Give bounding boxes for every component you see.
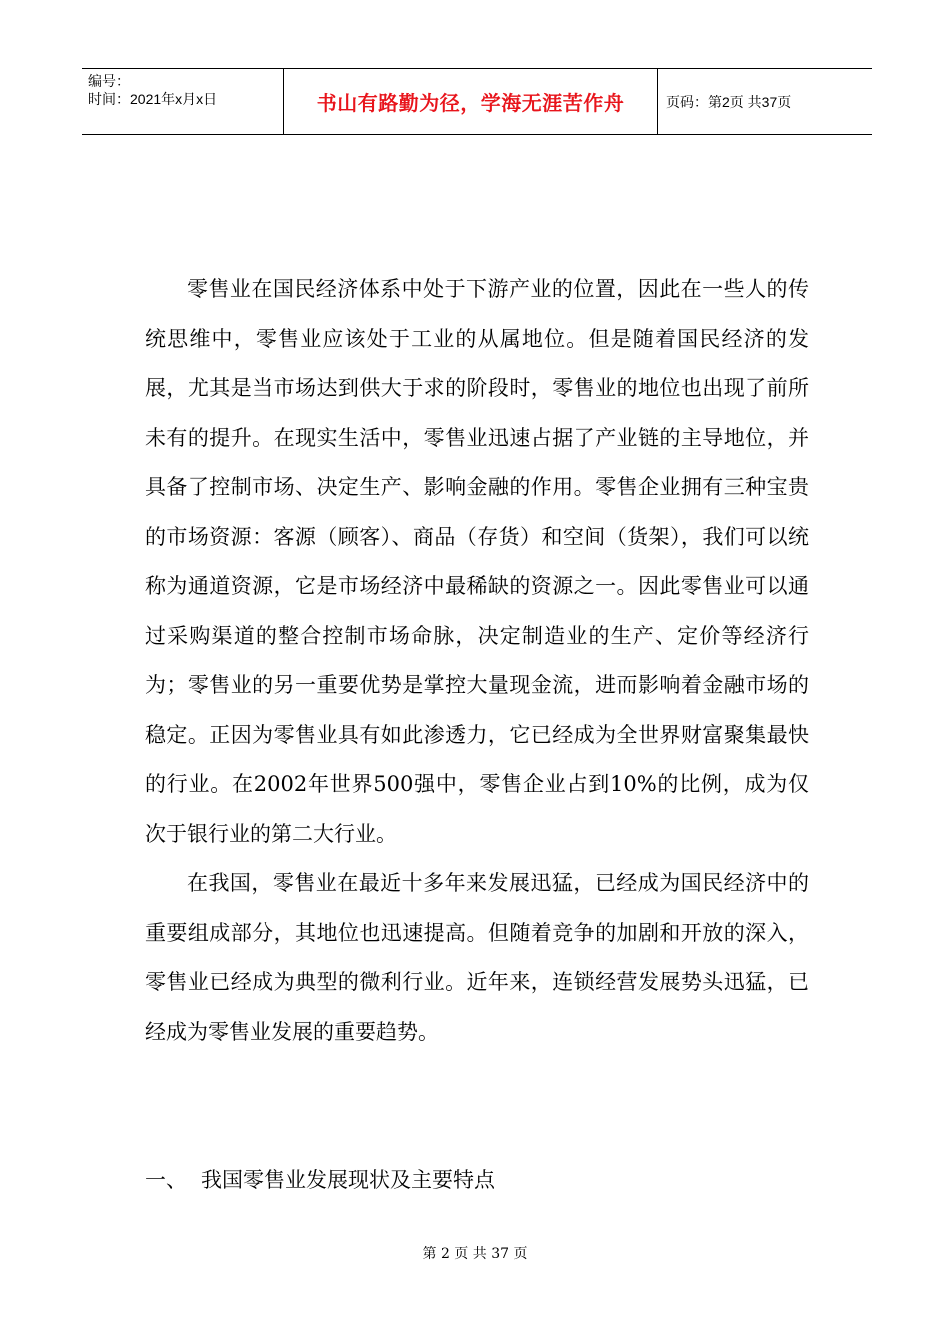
time-label: 时间：2021年x月x日 [88, 91, 218, 107]
header-motto: 书山有路勤为径，学海无涯苦作舟 [284, 69, 658, 134]
page-footer: 第 2 页 共 37 页 [422, 1246, 528, 1262]
header-page-info: 页码：第2页 共37页 [666, 93, 792, 110]
section-title: 我国零售业发展现状及主要特点 [201, 1168, 495, 1192]
section-number: 一、 [145, 1168, 187, 1192]
section-heading [145, 1160, 495, 1200]
body-paragraph-1: 零售业在国民经济体系中处于下游产业的位置，因此在一些人的传统思维中，零售业应该处于工业的从属地位。但是随着国民经济的发展，尤其是当市场达到供大于求的阶段时，零售业的地位也出现了前所未有的提升。在现实生活中，零售业迅速占据了产业链的主导地位，并具备了控制市场、决定生产、影响金融的作用。零售企业拥有三种宝贵的市场资源：客源（顾客）、商品（存货）和空间（货架），我们可以统称为通道资源，它是市场经济中最稀缺的资源之一。因此零售业可以通过采购渠道的整合控制市场命脉，决定制造业的生产、定价等经济行为；零售业的另一重要优势是掌控大量现金流，进而影响着金融市场的稳定。正因为零售业具有如此渗透力，它已经成为全世界财富聚集最快的行业。在2002年世界500强中，零售企业占到10%的比例，成为仅次于银行业的第二大行业。 [145, 277, 809, 846]
header-meta [82, 69, 284, 134]
document-body [145, 265, 809, 1057]
serial-label: 编号： [88, 73, 130, 89]
page-header [82, 68, 872, 135]
body-paragraph-2: 在我国，零售业在最近十多年来发展迅猛，已经成为国民经济中的重要组成部分，其地位也迅速提高。但随着竞争的加剧和开放的深入，零售业已经成为典型的微利行业。近年来，连锁经营发展势头迅猛，已经成为零售业发展的重要趋势。 [145, 871, 809, 1044]
